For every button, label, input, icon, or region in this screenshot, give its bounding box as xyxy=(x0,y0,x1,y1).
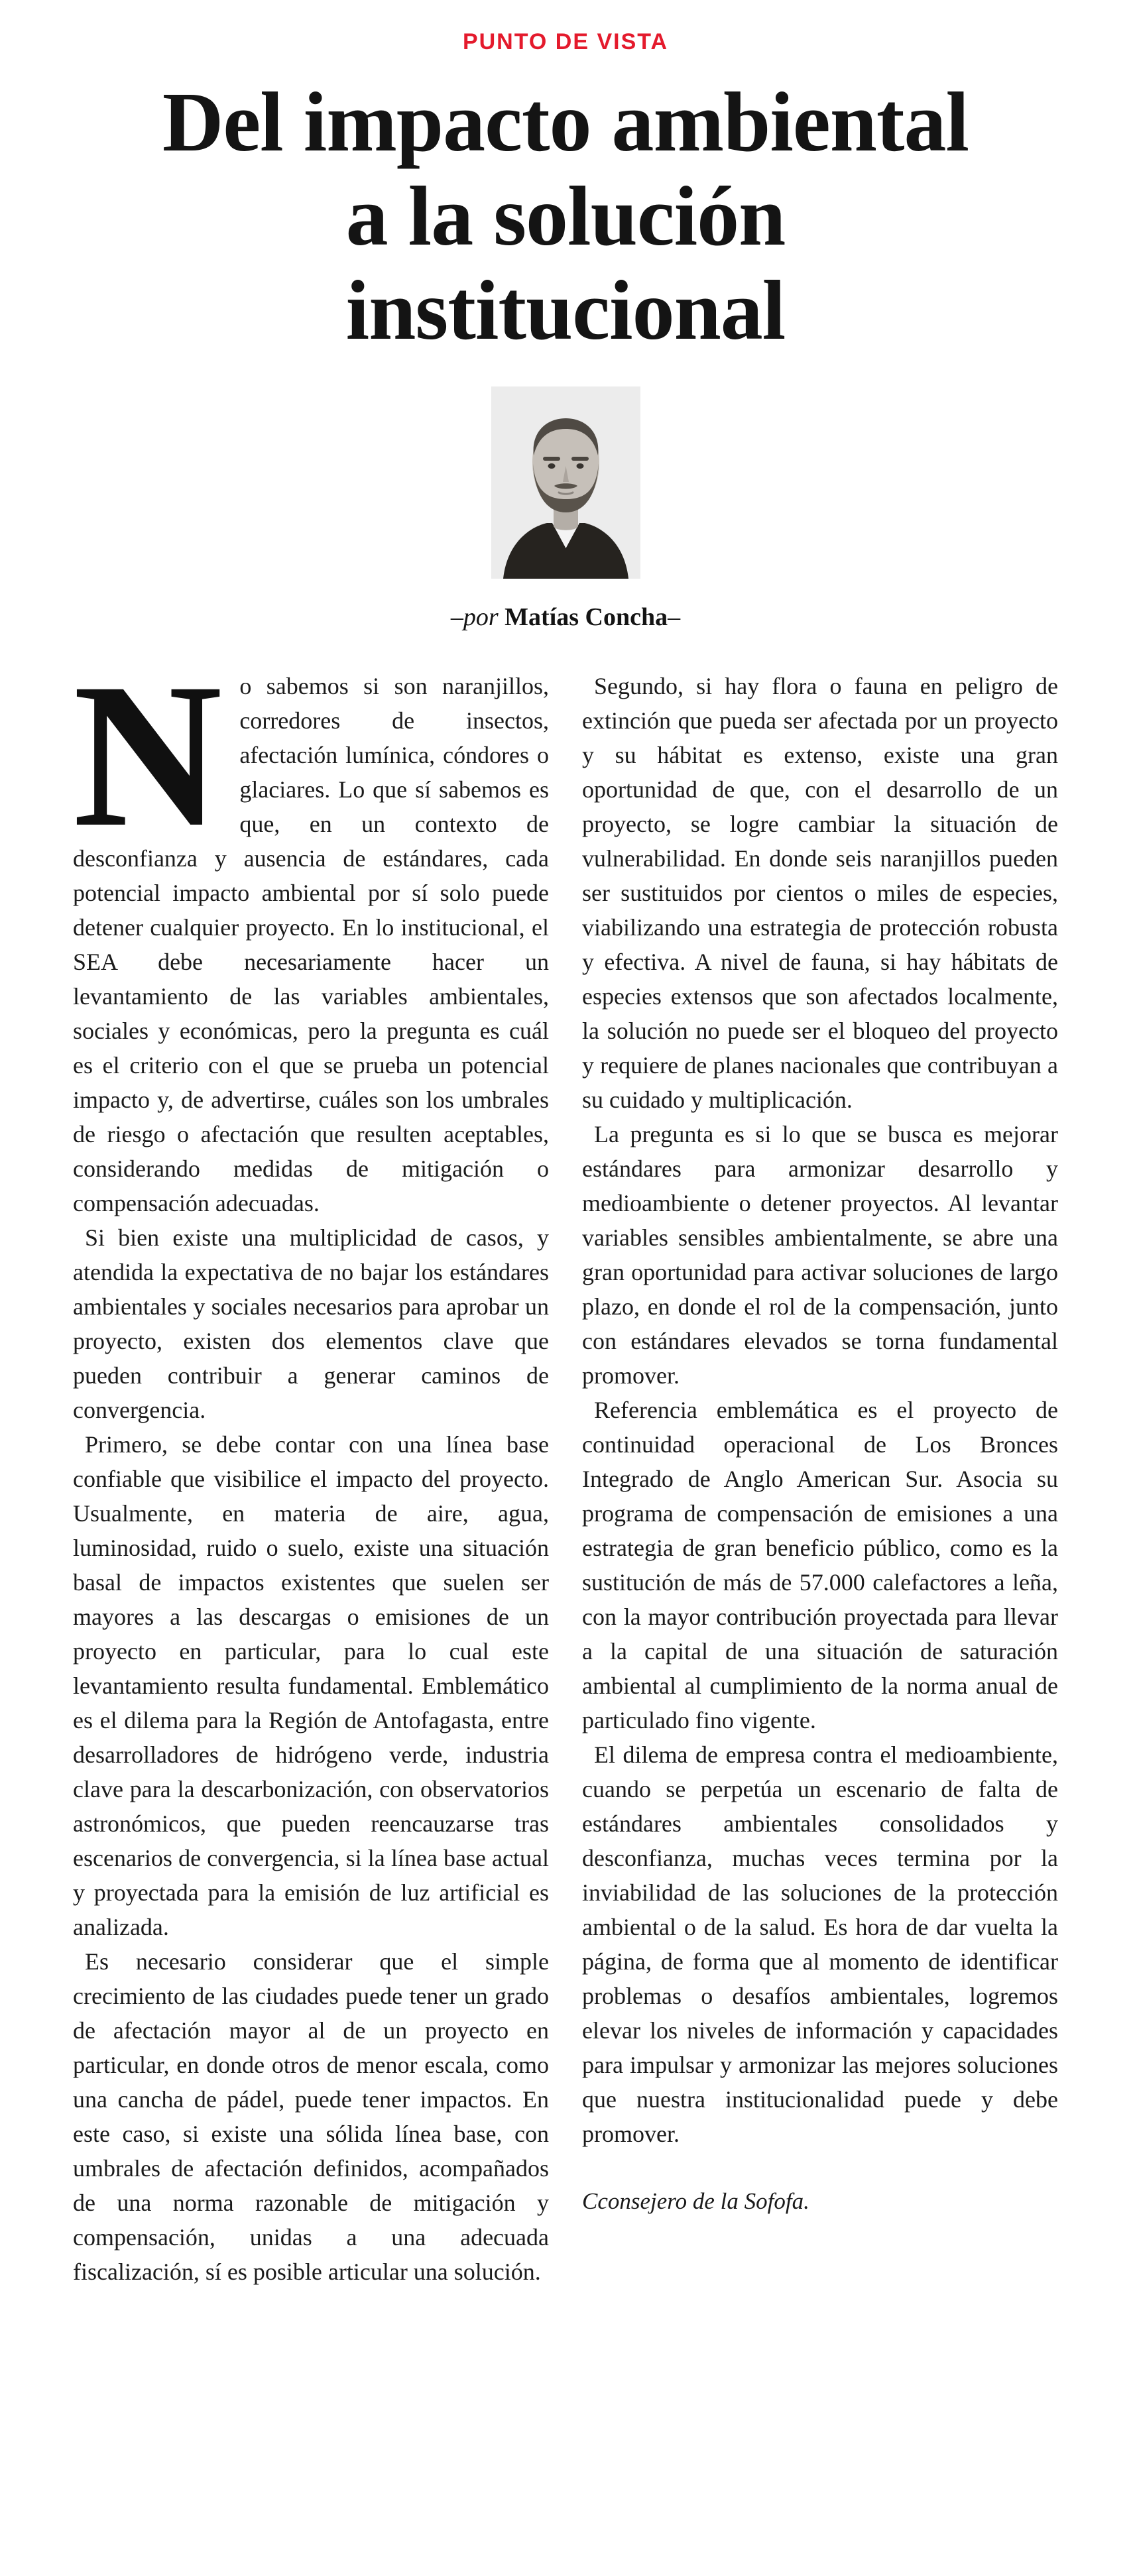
column-left xyxy=(73,641,549,2289)
title-line-3: institucional xyxy=(345,263,786,357)
author-portrait-photo xyxy=(491,386,640,579)
title-line-2: a la solución xyxy=(345,169,786,263)
title-line-1: Del impacto ambiental xyxy=(162,75,969,169)
paragraph-text: o sabemos si son naranjillos, corredores de insectos, afectación lumínica, cóndores o glaciares. Lo que sí sabemos es que, en un contexto de desconfianza y ausencia de estándares, cada potencial impacto ambiental por sí solo puede detener cualquier proyecto. En lo institucional, el SEA debe necesariamente hacer un levantamiento de las variables ambientales, sociales y económicas, pero la pregunta es cuál es el criterio con el que se prueba un potencial impacto y, de advertirse, cuáles son los umbrales de riesgo o afectación que resulten aceptables, considerando medidas de mitigación o compensación adecuadas. xyxy=(73,673,549,1216)
article-title xyxy=(73,75,1058,357)
section-kicker: PUNTO DE VISTA xyxy=(462,29,669,54)
paragraph: La pregunta es si lo que se busca es mejorar estándares para armonizar desarrollo y medioambiente o detener proyectos. Al levantar variables sensibles ambientalmente, se abre una gran oportunidad para activar soluciones de largo plazo, en donde el rol de la compensación, junto con estándares elevados se torna fundamental promover. xyxy=(582,1121,1058,1389)
paragraph-dropcap xyxy=(73,641,549,1220)
column-right xyxy=(582,669,1058,2289)
byline-prefix: por xyxy=(463,603,505,631)
paragraph: Si bien existe una multiplicidad de casos, y atendida la expectativa de no bajar los estándares ambientales y sociales necesarios para aprobar un proyecto, existen dos elementos clave que pueden contribuir a generar caminos de convergencia. xyxy=(73,1224,549,1423)
paragraph: Es necesario considerar que el simple crecimiento de las ciudades puede tener un grado de afectación mayor al de un proyecto en particular, en donde otros de menor escala, como una cancha de pádel, puede tener impactos. En este caso, si existe una sólida línea base, con umbrales de afectación definidos, acompañados de una norma razonable de mitigación y compensación, unidas a una adecuada fiscalización, sí es posible articular una solución. xyxy=(73,1948,549,2285)
paragraph: El dilema de empresa contra el medioambiente, cuando se perpetúa un escenario de falta de estándares ambientales consolidados y desconfianza, muchas veces termina por la inviabilidad de las soluciones de la protección ambiental o de la salud. Es hora de dar vuelta la página, de forma que al momento de identificar problemas o desafíos ambientales, logremos elevar los niveles de información y capacidades para impulsar y armonizar las mejores soluciones que nuestra institucionalidad puede y debe promover. xyxy=(582,1741,1058,2147)
paragraph: Primero, se debe contar con una línea base confiable que visibilice el impacto del proyecto. Usualmente, en materia de aire, agua, luminosidad, ruido o suelo, existe una situación basal de impactos existentes que suelen ser mayores a las descargas o emisiones de un proyecto en particular, para lo cual este levantamiento resulta fundamental. Emblemático es el dilema para la Región de Antofagasta, entre desarrolladores de hidrógeno verde, industria clave para la descarbonización, con observatorios astronómicos, que pueden reencauzarse tras escenarios de convergencia, si la línea base actual y proyectada para la emisión de luz artificial es analizada. xyxy=(73,1431,549,1940)
byline xyxy=(73,603,1058,632)
paragraph: Referencia emblemática es el proyecto de continuidad operacional de Los Bronces Integrado de Anglo American Sur. Asocia su programa de compensación de emisiones a una estrategia de gran beneficio público, como es la sustitución de más de 57.000 calefactores a leña, con la mayor contribución proyectada para llevar a la capital de una situación de saturación ambiental al cumplimiento de la norma anual de particulado fino vigente. xyxy=(582,1397,1058,1733)
byline-dash-close: – xyxy=(668,603,681,631)
byline-dash-open: – xyxy=(450,603,463,631)
author-portrait-illustration xyxy=(491,386,640,579)
dropcap-letter: N xyxy=(73,641,223,870)
byline-author-name: Matías Concha xyxy=(505,603,668,631)
author-note: Cconsejero de la Sofofa. xyxy=(582,2188,809,2214)
paragraph: Segundo, si hay flora o fauna en peligro de extinción que pueda ser afectada por un proyecto y su hábitat es extenso, existe una gran oportunidad de que, con el desarrollo de un proyecto, se logre cambiar la situación de vulnerabilidad. En donde seis naranjillos pueden ser sustituidos por cientos o miles de especies, viabilizando una estrategia de protección robusta y efectiva. A nivel de fauna, si hay hábitats de especies extensos que son afectados localmente, la solución no puede ser el bloqueo del proyecto y requiere de planes nacionales que contribuyan a su cuidado y multiplicación. xyxy=(582,673,1058,1113)
article-body xyxy=(73,641,1058,2289)
